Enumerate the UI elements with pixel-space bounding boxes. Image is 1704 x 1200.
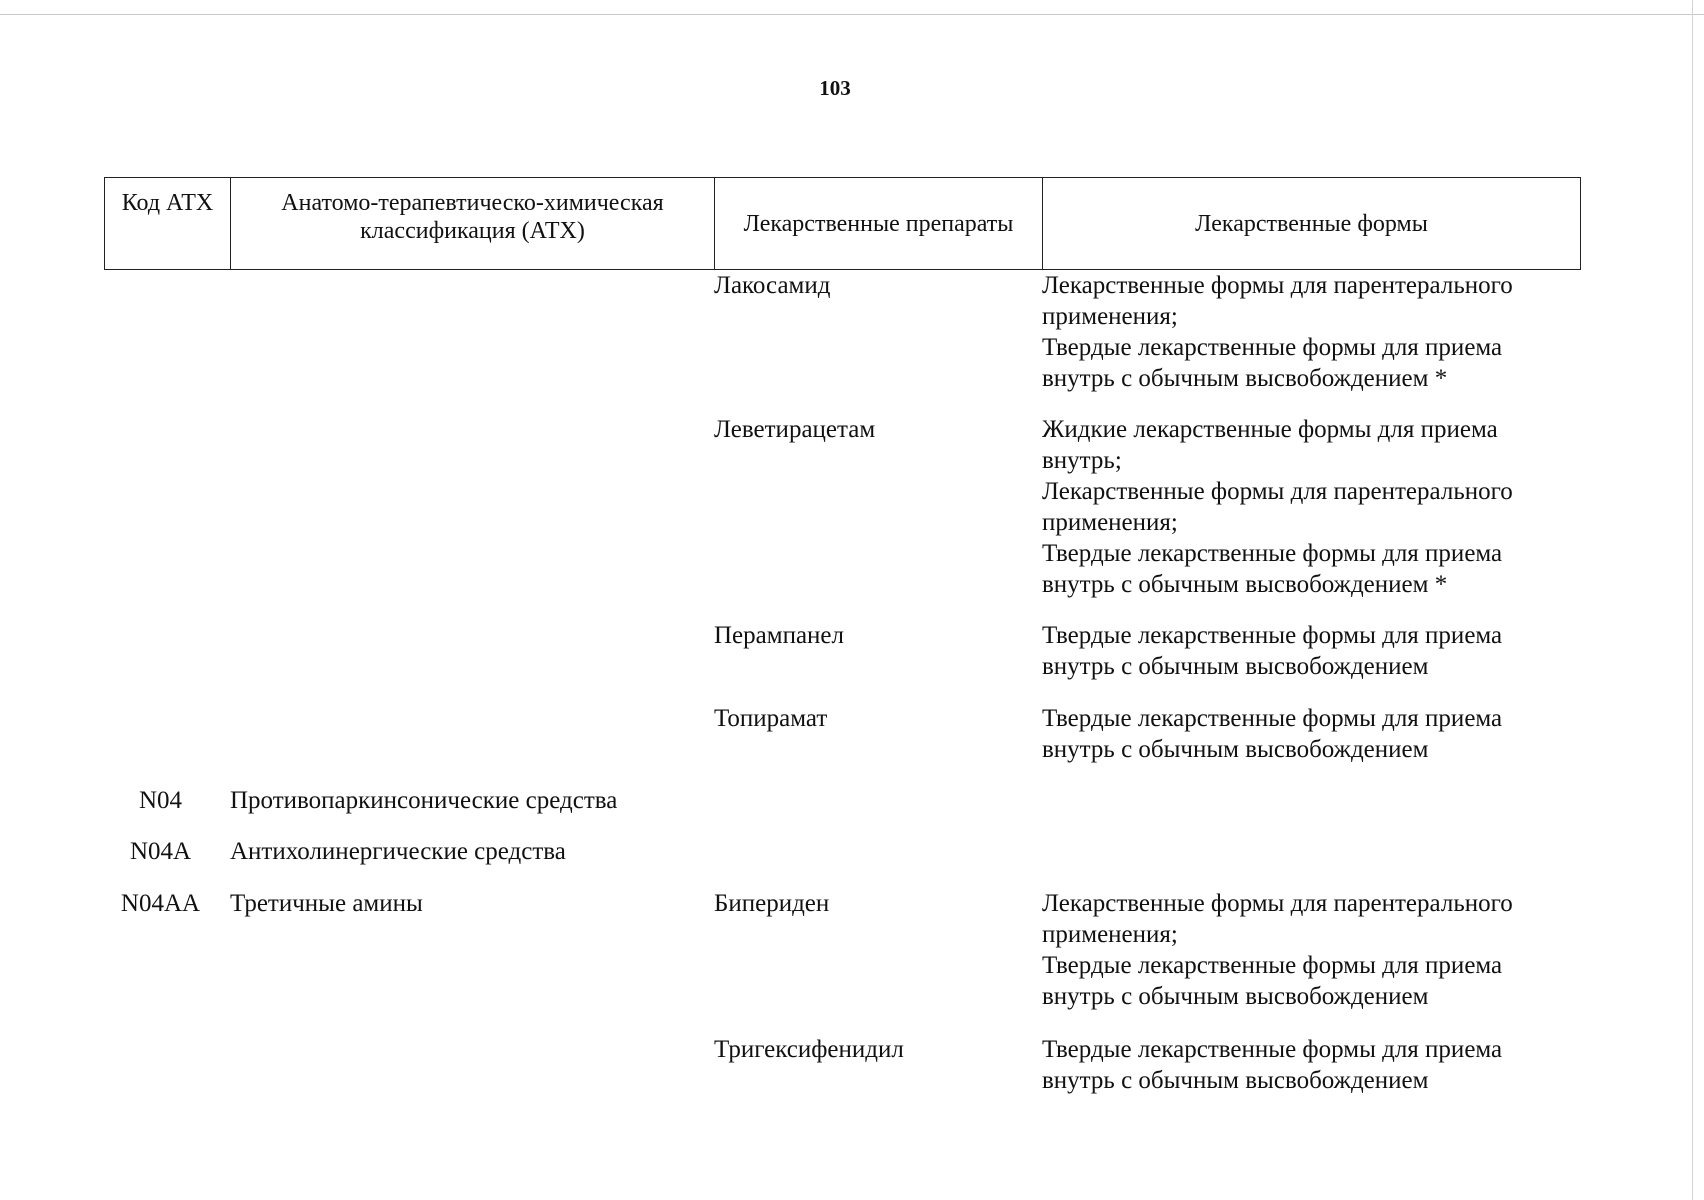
drug-name: Леветирацетам (714, 416, 876, 443)
dosage-form-line: внутрь с обычным высвобождением (1042, 736, 1429, 763)
dosage-form-line: Твердые лекарственные формы для приема (1042, 540, 1503, 567)
dosage-form-line: внутрь с обычным высвобождением (1042, 653, 1429, 680)
dosage-form-line: Твердые лекарственные формы для приема (1042, 1036, 1503, 1063)
table-header (104, 177, 1581, 270)
header-atc-classification: Анатомо-терапевтическо-химическая классификация (АТХ) (231, 178, 715, 270)
dosage-form-line: внутрь с обычным высвобождением (1042, 1067, 1429, 1094)
dosage-forms (1042, 414, 1572, 600)
atc-name: Третичные амины (230, 890, 423, 917)
drug-name: Лакосамид (714, 272, 831, 299)
dosage-form-line: Лекарственные формы для парентерального (1042, 478, 1513, 505)
dosage-form-line: Твердые лекарственные формы для приема (1042, 952, 1503, 979)
header-code: Код АТХ (105, 178, 231, 270)
scan-edge-top (0, 14, 1704, 15)
atc-name: Противопаркинсонические средства (230, 787, 618, 814)
dosage-forms (1042, 888, 1572, 1012)
drug-name: Бипериден (714, 890, 830, 917)
dosage-form-line: Лекарственные формы для парентерального (1042, 890, 1513, 917)
atc-code: N04 (138, 787, 183, 814)
dosage-form-line: внутрь с обычным высвобождением * (1042, 571, 1448, 598)
atc-name: Антихолинергические средства (230, 838, 566, 865)
dosage-form-line: Твердые лекарственные формы для приема (1042, 334, 1503, 361)
atc-code: N04AA (120, 890, 201, 917)
drug-name: Топирамат (714, 705, 828, 732)
scan-edge-right (1692, 0, 1693, 1200)
drug-name: Перампанел (714, 622, 844, 649)
dosage-form-line: внутрь с обычным высвобождением * (1042, 365, 1448, 392)
dosage-forms (1042, 270, 1572, 394)
dosage-form-line: внутрь; (1042, 447, 1122, 474)
page-number: 103 (819, 76, 851, 100)
dosage-forms (1042, 703, 1572, 765)
dosage-form-line: Твердые лекарственные формы для приема (1042, 622, 1503, 649)
dosage-forms (1042, 1034, 1572, 1096)
dosage-form-line: Лекарственные формы для парентерального (1042, 272, 1513, 299)
dosage-forms (1042, 620, 1572, 682)
header-dosage-forms: Лекарственные формы (1043, 178, 1581, 270)
dosage-form-line: применения; (1042, 509, 1178, 536)
atc-code: N04A (129, 838, 192, 865)
dosage-form-line: Твердые лекарственные формы для приема (1042, 705, 1503, 732)
dosage-form-line: внутрь с обычным высвобождением (1042, 983, 1429, 1010)
header-drugs: Лекарственные препараты (715, 178, 1043, 270)
drug-name: Тригексифенидил (714, 1036, 904, 1063)
dosage-form-line: применения; (1042, 303, 1178, 330)
dosage-form-line: Жидкие лекарственные формы для приема (1042, 416, 1498, 443)
dosage-form-line: применения; (1042, 921, 1178, 948)
